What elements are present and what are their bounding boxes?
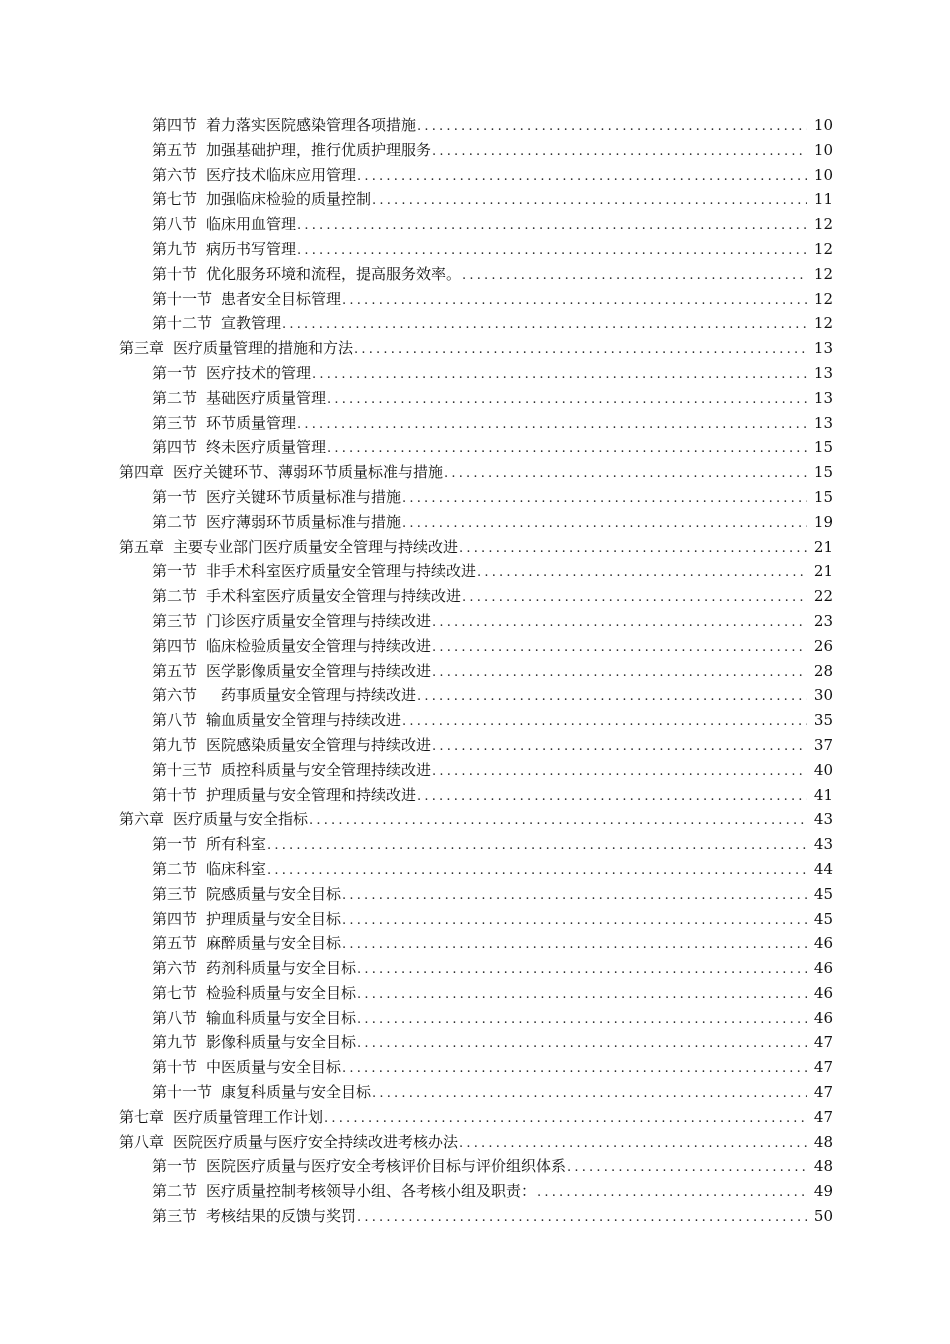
toc-page-number: 26 — [813, 636, 833, 655]
toc-dot-leader — [309, 809, 807, 834]
toc-page-number: 44 — [813, 859, 833, 878]
toc-entry-title: 着力落实医院感染管理各项措施 — [206, 116, 417, 134]
toc-dot-leader — [459, 537, 807, 562]
toc-dot-leader — [342, 1057, 807, 1082]
toc-entry-number: 第五章 — [119, 537, 165, 556]
toc-entry-title: 医院感染质量安全管理与持续改进 — [206, 735, 432, 754]
toc-section-entry[interactable] — [0, 981, 950, 1006]
toc-section-entry[interactable] — [0, 882, 950, 907]
toc-dot-leader — [432, 661, 807, 686]
toc-section-entry[interactable] — [0, 113, 950, 138]
toc-section-entry[interactable] — [0, 361, 950, 386]
toc-entry-title: 临床检验质量安全管理与持续改进 — [206, 636, 432, 655]
toc-page-number: 47 — [813, 1058, 833, 1077]
toc-dot-leader — [297, 413, 807, 438]
toc-entry-label — [152, 237, 296, 262]
toc-section-entry[interactable] — [0, 758, 950, 783]
toc-page-number: 48 — [813, 1157, 833, 1176]
toc-page-number: 12 — [813, 289, 833, 308]
toc-entry-title: 医疗质量控制考核领导小组、各考核小组及职责： — [206, 1182, 537, 1201]
toc-entry-number: 第三节 — [152, 884, 198, 903]
toc-entry-label — [152, 1055, 341, 1080]
toc-entry-number: 第四节 — [152, 909, 198, 928]
toc-dot-leader — [282, 313, 807, 338]
toc-page-number: 49 — [813, 1182, 833, 1201]
toc-dot-leader — [372, 1082, 807, 1107]
toc-dot-leader — [462, 264, 807, 289]
toc-page-number: 13 — [813, 363, 833, 382]
toc-page-number: 35 — [813, 711, 833, 730]
toc-entry-label — [152, 1179, 536, 1204]
toc-entry-label — [119, 460, 443, 485]
toc-page-number: 47 — [813, 1033, 833, 1052]
toc-entry-number: 第七章 — [119, 1107, 165, 1126]
toc-dot-leader — [297, 214, 807, 239]
toc-entry-number: 第三节 — [152, 413, 198, 432]
toc-dot-leader — [402, 487, 807, 512]
toc-entry-label — [119, 1105, 323, 1130]
toc-entry-number: 第九节 — [152, 735, 198, 754]
toc-entry-title: 药事质量安全管理与持续改进 — [206, 686, 417, 705]
toc-entry-number: 第六节 — [152, 686, 198, 705]
toc-entry-title: 麻醉质量与安全目标 — [206, 934, 342, 953]
toc-entry-number: 第十节 — [152, 264, 198, 283]
toc-section-entry[interactable] — [0, 931, 950, 956]
toc-section-entry[interactable] — [0, 584, 950, 609]
toc-entry-title: 医疗质量管理工作计划 — [173, 1107, 324, 1126]
toc-section-entry[interactable] — [0, 187, 950, 212]
toc-section-entry[interactable] — [0, 609, 950, 634]
toc-dot-leader — [432, 760, 807, 785]
toc-entry-title: 医疗薄弱环节质量标准与措施 — [206, 512, 402, 531]
toc-page-number: 13 — [813, 388, 833, 407]
toc-entry-label — [152, 1154, 566, 1179]
toc-page-number: 41 — [813, 785, 833, 804]
toc-entry-number: 第六节 — [152, 959, 198, 978]
toc-section-entry[interactable] — [0, 1055, 950, 1080]
toc-page-number: 45 — [813, 909, 833, 928]
toc-entry-title: 中医质量与安全目标 — [206, 1058, 342, 1077]
toc-page-number: 21 — [813, 537, 833, 556]
toc-entry-label — [152, 683, 416, 708]
toc-section-entry[interactable] — [0, 1030, 950, 1055]
toc-entry-label — [152, 138, 431, 163]
toc-page-number: 12 — [813, 215, 833, 234]
toc-page-number: 10 — [813, 116, 833, 134]
toc-dot-leader — [357, 1032, 807, 1057]
toc-entry-title: 质控科质量与安全管理持续改进 — [221, 760, 432, 779]
toc-entry-title: 医疗质量管理的措施和方法 — [173, 339, 354, 358]
toc-section-entry[interactable] — [0, 832, 950, 857]
toc-section-entry[interactable] — [0, 485, 950, 510]
toc-entry-number: 第九节 — [152, 239, 198, 258]
toc-page-number: 19 — [813, 512, 833, 531]
toc-page-number: 47 — [813, 1107, 833, 1126]
toc-entry-title: 终未医疗质量管理 — [206, 438, 327, 457]
toc-page-number: 11 — [813, 190, 833, 209]
toc-entry-title: 输血质量安全管理与持续改进 — [206, 711, 402, 730]
toc-dot-leader — [432, 735, 807, 760]
toc-entry-label — [152, 1030, 356, 1055]
toc-entry-label — [119, 336, 353, 361]
toc-entry-number: 第三章 — [119, 339, 165, 358]
toc-dot-leader — [462, 586, 807, 611]
toc-section-entry[interactable] — [0, 411, 950, 436]
toc-entry-title: 所有科室 — [206, 835, 267, 854]
toc-dot-leader — [567, 1156, 807, 1181]
toc-entry-number: 第二节 — [152, 388, 198, 407]
toc-entry-label — [152, 584, 461, 609]
toc-dot-leader — [327, 437, 807, 462]
toc-entry-number: 第一节 — [152, 1157, 198, 1176]
toc-section-entry[interactable] — [0, 783, 950, 808]
toc-entry-title: 医学影像质量安全管理与持续改进 — [206, 661, 432, 680]
toc-page-number: 13 — [813, 339, 833, 358]
toc-chapter-entry[interactable] — [0, 1130, 950, 1155]
toc-entry-label — [152, 187, 371, 212]
toc-page-number: 22 — [813, 587, 833, 606]
toc-entry-number: 第十节 — [152, 785, 198, 804]
toc-entry-title: 医疗技术的管理 — [206, 363, 312, 382]
toc-entry-number: 第七节 — [152, 983, 198, 1002]
toc-entry-title: 医院医疗质量与医疗安全考核评价目标与评价组织体系 — [206, 1157, 567, 1176]
toc-section-entry[interactable] — [0, 163, 950, 188]
toc-page-number: 48 — [813, 1132, 833, 1151]
toc-entry-number: 第四章 — [119, 463, 165, 482]
toc-dot-leader — [342, 933, 807, 958]
toc-entry-title: 基础医疗质量管理 — [206, 388, 327, 407]
table-of-contents — [0, 113, 950, 1229]
toc-entry-title: 非手术科室医疗质量安全管理与持续改进 — [206, 562, 477, 581]
toc-entry-title: 手术科室医疗质量安全管理与持续改进 — [206, 587, 462, 606]
toc-entry-title: 门诊医疗质量安全管理与持续改进 — [206, 611, 432, 630]
toc-entry-number: 第十一节 — [152, 1083, 213, 1102]
toc-entry-title: 护理质量与安全管理和持续改进 — [206, 785, 417, 804]
toc-entry-number: 第十三节 — [152, 760, 213, 779]
toc-entry-label — [152, 882, 341, 907]
toc-entry-number: 第一节 — [152, 562, 198, 581]
toc-entry-title: 临床用血管理 — [206, 215, 297, 234]
toc-dot-leader — [357, 1206, 807, 1231]
toc-page-number: 45 — [813, 884, 833, 903]
toc-section-entry[interactable] — [0, 733, 950, 758]
toc-entry-title: 加强临床检验的质量控制 — [206, 190, 372, 209]
toc-page-number: 40 — [813, 760, 833, 779]
toc-entry-title: 临床科室 — [206, 859, 267, 878]
toc-dot-leader — [312, 363, 807, 388]
toc-page-number: 46 — [813, 959, 833, 978]
toc-entry-number: 第四节 — [152, 636, 198, 655]
toc-entry-number: 第二节 — [152, 587, 198, 606]
toc-entry-label — [152, 609, 431, 634]
toc-entry-label — [152, 113, 416, 138]
toc-section-entry[interactable] — [0, 510, 950, 535]
toc-entry-label — [152, 783, 416, 808]
toc-dot-leader — [357, 958, 807, 983]
toc-entry-title: 环节质量管理 — [206, 413, 297, 432]
toc-entry-number: 第五节 — [152, 661, 198, 680]
toc-entry-label — [119, 807, 308, 832]
toc-entry-title: 考核结果的反馈与奖罚 — [206, 1207, 357, 1226]
toc-entry-title: 检验科质量与安全目标 — [206, 983, 357, 1002]
toc-entry-title: 加强基础护理，推行优质护理服务 — [206, 140, 432, 159]
toc-entry-number: 第一节 — [152, 835, 198, 854]
toc-entry-label — [152, 907, 341, 932]
toc-dot-leader — [402, 512, 807, 537]
toc-page-number: 50 — [813, 1207, 833, 1226]
toc-section-entry[interactable] — [0, 311, 950, 336]
toc-dot-leader — [432, 636, 807, 661]
toc-page-number: 12 — [813, 264, 833, 283]
toc-entry-label — [152, 956, 356, 981]
toc-entry-title: 病历书写管理 — [206, 239, 297, 258]
toc-chapter-entry[interactable] — [0, 1105, 950, 1130]
toc-entry-number: 第二节 — [152, 512, 198, 531]
toc-entry-number: 第五节 — [152, 934, 198, 953]
toc-section-entry[interactable] — [0, 287, 950, 312]
toc-page-number: 46 — [813, 1008, 833, 1027]
toc-entry-label — [152, 634, 431, 659]
toc-page-number: 46 — [813, 934, 833, 953]
toc-dot-leader — [324, 1107, 807, 1132]
toc-page-number: 23 — [813, 611, 833, 630]
toc-page-number: 37 — [813, 735, 833, 754]
toc-section-entry[interactable] — [0, 1179, 950, 1204]
toc-entry-title: 优化服务环境和流程，提高服务效率。 — [206, 264, 462, 283]
toc-entry-title: 医疗技术临床应用管理 — [206, 165, 357, 184]
toc-page-number: 12 — [813, 314, 833, 333]
toc-dot-leader — [357, 1008, 807, 1033]
toc-dot-leader — [459, 1132, 807, 1157]
toc-entry-label — [152, 485, 401, 510]
toc-entry-title: 药剂科质量与安全目标 — [206, 959, 357, 978]
toc-entry-title: 输血科质量与安全目标 — [206, 1008, 357, 1027]
toc-entry-title: 患者安全目标管理 — [221, 289, 342, 308]
toc-page-number: 43 — [813, 835, 833, 854]
toc-entry-label — [152, 708, 401, 733]
toc-entry-label — [152, 733, 431, 758]
toc-entry-number: 第九节 — [152, 1033, 198, 1052]
toc-section-entry[interactable] — [0, 1154, 950, 1179]
toc-entry-label — [152, 386, 326, 411]
toc-section-entry[interactable] — [0, 1006, 950, 1031]
toc-dot-leader — [432, 611, 807, 636]
toc-entry-number: 第十节 — [152, 1058, 198, 1077]
toc-dot-leader — [342, 884, 807, 909]
toc-entry-number: 第三节 — [152, 1207, 198, 1226]
toc-entry-number: 第十二节 — [152, 314, 213, 333]
toc-entry-label — [152, 1204, 356, 1229]
toc-entry-title: 医疗质量与安全指标 — [173, 810, 309, 829]
toc-entry-number: 第八节 — [152, 215, 198, 234]
toc-entry-title: 宣教管理 — [221, 314, 282, 333]
toc-dot-leader — [402, 710, 807, 735]
toc-entry-title: 护理质量与安全目标 — [206, 909, 342, 928]
toc-entry-label — [152, 361, 311, 386]
toc-entry-number: 第六章 — [119, 810, 165, 829]
toc-dot-leader — [432, 140, 807, 165]
toc-entry-title: 院感质量与安全目标 — [206, 884, 342, 903]
toc-section-entry[interactable] — [0, 212, 950, 237]
toc-page-number: 15 — [813, 438, 833, 457]
toc-entry-number: 第八节 — [152, 711, 198, 730]
toc-entry-label — [152, 559, 476, 584]
toc-entry-label — [152, 659, 431, 684]
toc-page-number: 10 — [813, 140, 833, 159]
toc-section-entry[interactable] — [0, 435, 950, 460]
toc-section-entry[interactable] — [0, 559, 950, 584]
toc-page-number: 28 — [813, 661, 833, 680]
toc-entry-label — [152, 411, 296, 436]
toc-page-number: 13 — [813, 413, 833, 432]
toc-dot-leader — [417, 785, 807, 810]
toc-section-entry[interactable] — [0, 708, 950, 733]
toc-entry-label — [152, 1006, 356, 1031]
toc-chapter-entry[interactable] — [0, 535, 950, 560]
toc-chapter-entry[interactable] — [0, 336, 950, 361]
toc-dot-leader — [354, 338, 807, 363]
toc-dot-leader — [417, 685, 807, 710]
toc-section-entry[interactable] — [0, 237, 950, 262]
toc-entry-title: 医疗关键环节质量标准与措施 — [206, 487, 402, 506]
toc-dot-leader — [327, 388, 807, 413]
toc-section-entry[interactable] — [0, 1204, 950, 1229]
toc-entry-label — [152, 212, 296, 237]
toc-entry-label — [152, 832, 266, 857]
toc-entry-label — [119, 1130, 458, 1155]
toc-page-number: 47 — [813, 1083, 833, 1102]
toc-entry-label — [152, 510, 401, 535]
toc-dot-leader — [297, 239, 807, 264]
toc-entry-label — [152, 1080, 371, 1105]
toc-chapter-entry[interactable] — [0, 460, 950, 485]
toc-page-number: 15 — [813, 487, 833, 506]
toc-dot-leader — [357, 165, 807, 190]
toc-entry-label — [152, 758, 431, 783]
toc-entry-number: 第二节 — [152, 859, 198, 878]
toc-entry-number: 第四节 — [152, 438, 198, 457]
toc-section-entry[interactable] — [0, 956, 950, 981]
toc-entry-label — [119, 535, 458, 560]
toc-entry-number: 第一节 — [152, 363, 198, 382]
toc-dot-leader — [372, 189, 807, 214]
toc-section-entry[interactable] — [0, 1080, 950, 1105]
toc-section-entry[interactable] — [0, 386, 950, 411]
toc-entry-number: 第八章 — [119, 1132, 165, 1151]
toc-dot-leader — [342, 909, 807, 934]
toc-entry-title: 医疗关键环节、薄弱环节质量标准与措施 — [173, 463, 444, 482]
toc-entry-number: 第一节 — [152, 487, 198, 506]
toc-dot-leader — [477, 561, 807, 586]
toc-dot-leader — [537, 1181, 807, 1206]
toc-dot-leader — [357, 983, 807, 1008]
toc-page-number: 43 — [813, 810, 833, 829]
toc-entry-title: 主要专业部门医疗质量安全管理与持续改进 — [173, 537, 459, 556]
toc-entry-number: 第二节 — [152, 1182, 198, 1201]
toc-section-entry[interactable] — [0, 634, 950, 659]
toc-section-entry[interactable] — [0, 262, 950, 287]
toc-entry-label — [152, 311, 281, 336]
toc-entry-number: 第七节 — [152, 190, 198, 209]
toc-entry-label — [152, 262, 461, 287]
toc-section-entry[interactable] — [0, 907, 950, 932]
toc-chapter-entry[interactable] — [0, 807, 950, 832]
toc-page-number: 30 — [813, 686, 833, 705]
toc-entry-label — [152, 435, 326, 460]
toc-entry-label — [152, 931, 341, 956]
toc-entry-number: 第六节 — [152, 165, 198, 184]
toc-section-entry[interactable] — [0, 138, 950, 163]
toc-page-number: 15 — [813, 463, 833, 482]
toc-entry-number: 第十一节 — [152, 289, 213, 308]
toc-section-entry[interactable] — [0, 683, 950, 708]
toc-entry-title: 康复科质量与安全目标 — [221, 1083, 372, 1102]
toc-entry-number: 第三节 — [152, 611, 198, 630]
toc-entry-label — [152, 857, 266, 882]
toc-entry-number: 第八节 — [152, 1008, 198, 1027]
toc-page-number: 21 — [813, 562, 833, 581]
toc-entry-label — [152, 287, 341, 312]
toc-entry-label — [152, 163, 356, 188]
toc-dot-leader — [342, 289, 807, 314]
toc-dot-leader — [267, 859, 807, 884]
toc-entry-title: 医院医疗质量与医疗安全持续改进考核办法 — [173, 1132, 459, 1151]
toc-section-entry[interactable] — [0, 659, 950, 684]
toc-dot-leader — [417, 115, 807, 140]
toc-page-number: 46 — [813, 983, 833, 1002]
toc-dot-leader — [267, 834, 807, 859]
toc-entry-title: 影像科质量与安全目标 — [206, 1033, 357, 1052]
toc-entry-number: 第五节 — [152, 140, 198, 159]
toc-entry-number: 第四节 — [152, 116, 198, 134]
toc-section-entry[interactable] — [0, 857, 950, 882]
toc-entry-label — [152, 981, 356, 1006]
toc-page-number: 12 — [813, 239, 833, 258]
toc-page-number: 10 — [813, 165, 833, 184]
toc-dot-leader — [444, 462, 807, 487]
